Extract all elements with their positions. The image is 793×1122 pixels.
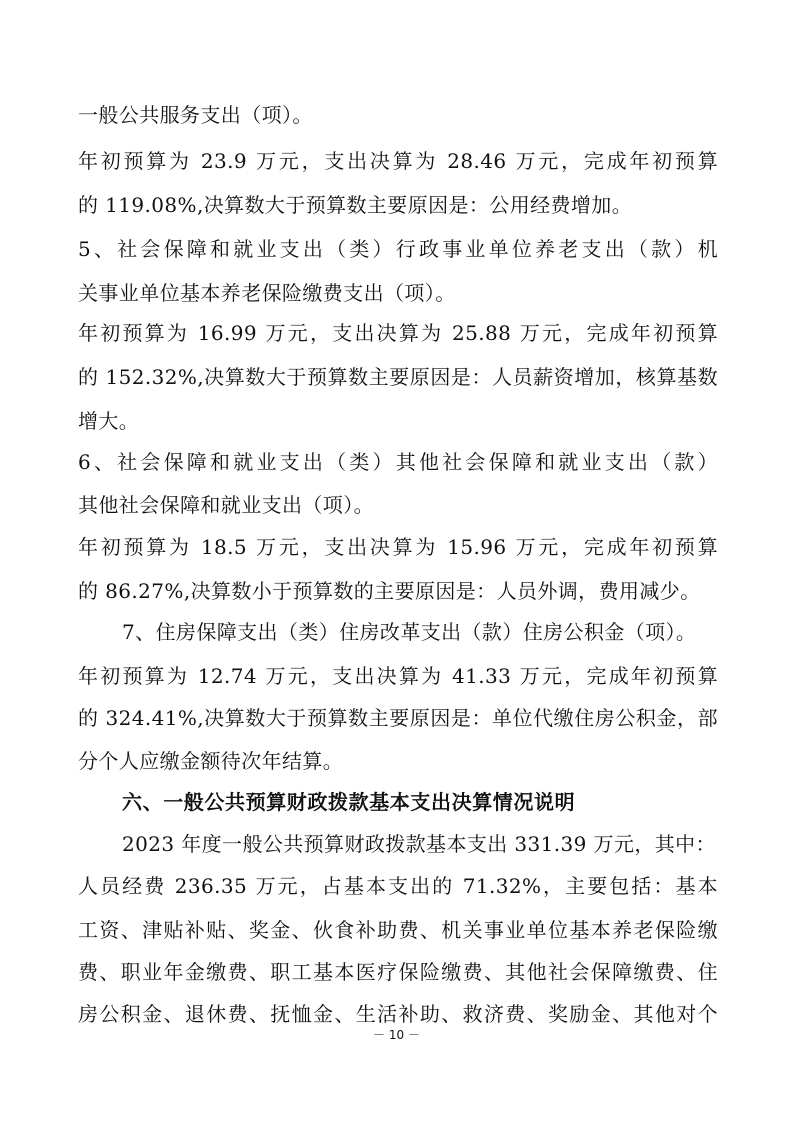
text-line: 年初预算为 23.9 万元，支出决算为 28.46 万元，完成年初预算 [78,149,718,173]
text-line: 7、住房保障支出（类）住房改革支出（款）住房公积金（项）。 [122,620,697,644]
page-number: － 10 － [373,1028,420,1042]
section-heading: 六、一般公共预算财政拨款基本支出决算情况说明 [122,790,576,814]
text-line: 6、社会保障和就业支出（类）其他社会保障和就业支出（款） [78,450,718,474]
text-line: 关事业单位基本养老保险缴费支出（项）。 [78,281,456,305]
text-line: 工资、津贴补贴、奖金、伙食补助费、机关事业单位基本养老保险缴 [78,918,718,942]
text-line: 5、社会保障和就业支出（类）行政事业单位养老支出（款）机 [78,237,718,261]
text-line: 年初预算为 18.5 万元，支出决算为 15.96 万元，完成年初预算 [78,535,718,559]
text-line: 年初预算为 16.99 万元，支出决算为 25.88 万元，完成年初预算 [78,321,718,345]
text-line: 的 152.32%,决算数大于预算数主要原因是：人员薪资增加，核算基数 [78,365,718,389]
text-line: 房公积金、退休费、抚恤金、生活补助、救济费、奖励金、其他对个 [78,1002,718,1026]
text-line: 的 324.41%,决算数大于预算数主要原因是：单位代缴住房公积金，部 [78,706,718,730]
text-line: 一般公共服务支出（项）。 [78,103,313,127]
text-line: 费、职业年金缴费、职工基本医疗保险缴费、其他社会保障缴费、住 [78,960,718,984]
text-line: 人员经费 236.35 万元，占基本支出的 71.32%，主要包括：基本 [78,874,718,898]
text-line: 的 119.08%,决算数大于预算数主要原因是：公用经费增加。 [78,193,633,217]
text-line: 的 86.27%,决算数小于预算数的主要原因是：人员外调，费用减少。 [78,579,701,603]
text-line: 其他社会保障和就业支出（项）。 [78,493,374,517]
text-line: 分个人应缴金额待次年结算。 [78,749,344,773]
text-line: 2023 年度一般公共预算财政拨款基本支出 331.39 万元，其中： [122,832,716,856]
text-line: 增大。 [78,409,140,433]
text-line: 年初预算为 12.74 万元，支出决算为 41.33 万元，完成年初预算 [78,664,718,688]
